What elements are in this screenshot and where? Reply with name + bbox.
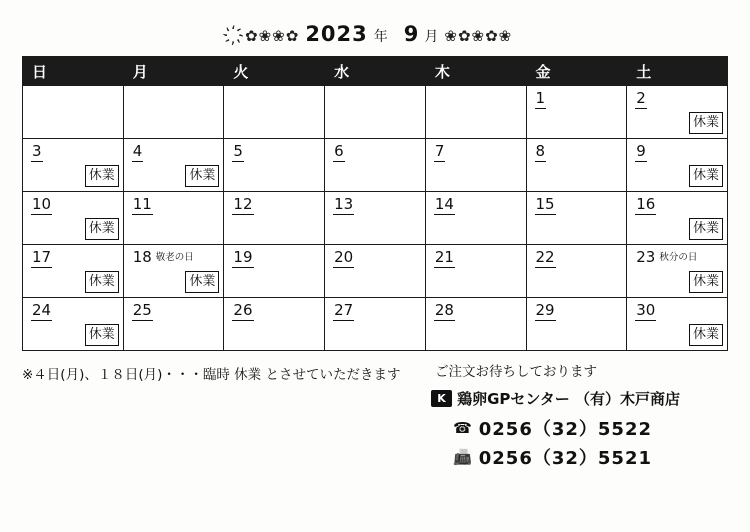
company-line [431, 388, 680, 409]
weekday-header-mon: 月 [123, 57, 224, 86]
closed-badge: 休業 [85, 271, 119, 293]
day-number: 27 [334, 301, 354, 319]
calendar-day-cell [224, 298, 325, 351]
weekday-header-thu: 木 [425, 57, 526, 86]
phone-number: 0256（32）5522 [478, 419, 652, 440]
calendar-day-cell [123, 139, 224, 192]
calendar-day-cell [224, 245, 325, 298]
calendar-day-cell [526, 192, 627, 245]
day-number: 22 [535, 248, 555, 266]
day-number: 24 [32, 301, 52, 319]
day-number: 18 [132, 248, 152, 266]
calendar-body [23, 86, 728, 351]
weekday-header-wed: 水 [325, 57, 426, 86]
calendar-day-cell [425, 298, 526, 351]
calendar-header-row [23, 57, 728, 86]
closed-badge: 休業 [689, 112, 723, 134]
calendar-day-cell [23, 192, 124, 245]
closed-badge: 休業 [185, 271, 219, 293]
day-number: 6 [334, 142, 344, 160]
calendar-day-cell [627, 139, 728, 192]
calendar-day-cell [627, 86, 728, 139]
day-number: 15 [535, 195, 555, 213]
calendar-day-cell [526, 86, 627, 139]
day-number: 4 [132, 142, 143, 160]
day-number: 12 [233, 195, 253, 213]
calendar-day-cell [123, 298, 224, 351]
day-number: 8 [535, 142, 546, 160]
contact-block [431, 360, 728, 473]
calendar-week-row [23, 192, 728, 245]
calendar-week-row [23, 139, 728, 192]
title-month-unit: 月 [424, 29, 439, 45]
day-number: 21 [434, 248, 454, 266]
day-number: 20 [334, 248, 354, 266]
ornament-left-icon: ҉✿❀❀✿ [237, 27, 300, 45]
calendar-day-cell [325, 192, 426, 245]
day-number: 28 [434, 301, 454, 319]
title-month: 9 [403, 22, 419, 46]
day-number: 11 [132, 195, 152, 213]
company-logo-icon: K [431, 390, 452, 407]
weekday-header-tue: 火 [224, 57, 325, 86]
phone-line [431, 415, 680, 441]
calendar-day-cell [23, 298, 124, 351]
calendar-day-cell [325, 298, 426, 351]
calendar-day-cell [627, 245, 728, 298]
day-number: 16 [636, 195, 656, 213]
day-number: 29 [535, 301, 555, 319]
weekday-header-sun: 日 [23, 57, 124, 86]
closed-badge: 休業 [85, 324, 119, 346]
closed-badge: 休業 [689, 165, 723, 187]
calendar-day-cell [123, 245, 224, 298]
weekday-header-sat: 土 [627, 57, 728, 86]
ornament-right-icon: ❀✿❀✿❀ [444, 27, 513, 45]
calendar-day-cell [123, 192, 224, 245]
closed-badge: 休業 [185, 165, 219, 187]
calendar-day-cell [123, 86, 224, 139]
calendar-day-cell [224, 192, 325, 245]
calendar-week-row [23, 245, 728, 298]
closed-badge: 休業 [85, 218, 119, 240]
calendar-day-cell [526, 139, 627, 192]
calendar-day-cell [627, 192, 728, 245]
calendar [22, 56, 728, 351]
closed-badge: 休業 [85, 165, 119, 187]
day-number: 30 [636, 301, 656, 319]
calendar-day-cell [325, 139, 426, 192]
calendar-day-cell [526, 298, 627, 351]
fax-line [431, 444, 680, 470]
calendar-day-cell [425, 139, 526, 192]
title-year: 2023 [305, 22, 368, 46]
closed-badge: 休業 [689, 218, 723, 240]
footer [22, 360, 728, 473]
holiday-note: 秋分の日 [659, 252, 698, 263]
calendar-day-cell [425, 192, 526, 245]
calendar-day-cell [425, 245, 526, 298]
calendar-week-row [23, 298, 728, 351]
fax-number: 0256（32）5521 [478, 448, 652, 469]
day-number: 17 [32, 248, 52, 266]
calendar-day-cell [23, 245, 124, 298]
day-number: 10 [32, 195, 52, 213]
calendar-day-cell [23, 139, 124, 192]
order-message: ご注文お待ちしております [435, 364, 598, 380]
day-number: 14 [434, 195, 454, 213]
closure-note: ※４日(月)、１８日(月)・・・臨時 休業 とさせていただきます [22, 367, 401, 383]
calendar-day-cell [224, 86, 325, 139]
calendar-day-cell [325, 86, 426, 139]
day-number: 23 [636, 248, 656, 266]
day-number: 19 [233, 248, 253, 266]
calendar-day-cell [23, 86, 124, 139]
closed-badge: 休業 [689, 324, 723, 346]
title-year-unit: 年 [373, 29, 388, 45]
company-name: 鶏卵GPセンター （有）木戸商店 [457, 390, 680, 408]
calendar-day-cell [425, 86, 526, 139]
fax-icon: 📠 [453, 447, 473, 466]
day-number: 9 [636, 142, 646, 160]
day-number: 26 [233, 301, 253, 319]
calendar-day-cell [325, 245, 426, 298]
telephone-icon: ☎ [453, 418, 473, 437]
calendar-day-cell [526, 245, 627, 298]
day-number: 7 [434, 142, 445, 160]
closed-badge: 休業 [689, 271, 723, 293]
day-number: 1 [535, 89, 546, 107]
calendar-day-cell [627, 298, 728, 351]
calendar-day-cell [224, 139, 325, 192]
day-number: 25 [132, 301, 152, 319]
calendar-week-row [23, 86, 728, 139]
day-number: 3 [32, 142, 42, 160]
day-number: 5 [233, 142, 243, 160]
day-number: 2 [636, 89, 646, 107]
page-title [0, 0, 750, 56]
weekday-header-fri: 金 [526, 57, 627, 86]
holiday-note: 敬老の日 [155, 252, 194, 263]
day-number: 13 [334, 195, 354, 213]
